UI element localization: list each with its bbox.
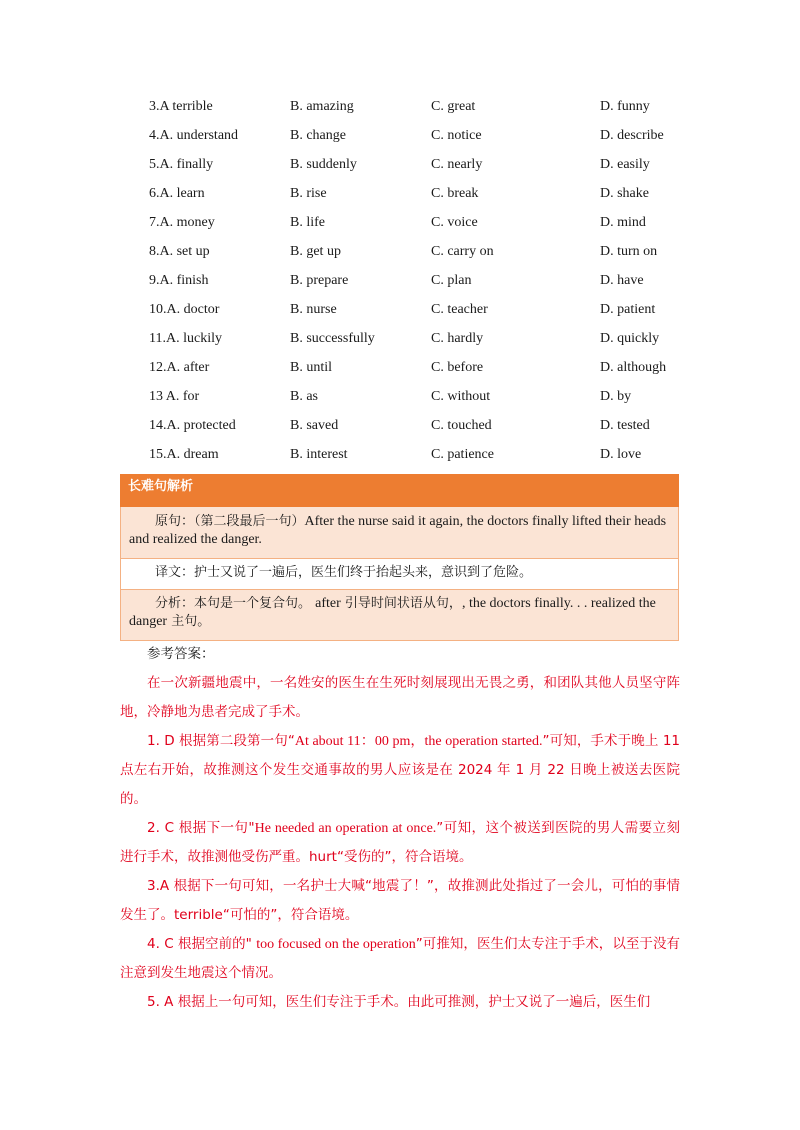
option-cell: B. until bbox=[290, 360, 333, 375]
option-cell: C. voice bbox=[431, 215, 478, 230]
option-row bbox=[149, 125, 689, 154]
answer-item: 5. A 根据上一句可知，医生们专注于手术。由此可推测，护士又说了一遍后，医生们 bbox=[147, 994, 651, 1010]
option-cell: B. suddenly bbox=[290, 157, 357, 172]
option-cell: 6.A. learn bbox=[149, 186, 205, 201]
option-cell: B. prepare bbox=[290, 273, 349, 288]
option-cell: B. get up bbox=[290, 244, 341, 259]
option-row bbox=[149, 444, 689, 473]
option-cell: C. hardly bbox=[431, 331, 484, 346]
answer-item: 1. D 根据第二段第一句“At about 11：00 pm，the operation started.”可知，手术于晚上 11 点左右开始，故推测这个发生交通事故的男人应该是在 2024 年 1 月 22 日晚上被送去医院的。 bbox=[120, 733, 680, 807]
sentence-analysis-box bbox=[120, 474, 679, 641]
option-cell: D. shake bbox=[600, 186, 649, 201]
option-cell: C. teacher bbox=[431, 302, 488, 317]
option-cell: C. nearly bbox=[431, 157, 483, 172]
option-cell: D. although bbox=[600, 360, 667, 375]
option-row bbox=[149, 96, 689, 125]
option-row bbox=[149, 183, 689, 212]
option-cell: B. rise bbox=[290, 186, 327, 201]
option-cell: C. without bbox=[431, 389, 491, 404]
answer-item: 4. C 根据空前的" too focused on the operation”可推知，医生们太专注于手术，以至于没有注意到发生地震这个情况。 bbox=[120, 936, 680, 981]
option-cell: C. before bbox=[431, 360, 484, 375]
options-list bbox=[149, 96, 689, 473]
option-row bbox=[149, 328, 689, 357]
option-row bbox=[149, 299, 689, 328]
option-row bbox=[149, 415, 689, 444]
option-cell: 5.A. finally bbox=[149, 157, 214, 172]
option-cell: D. describe bbox=[600, 128, 664, 143]
option-cell: 4.A. understand bbox=[149, 128, 239, 143]
option-cell: 11.A. luckily bbox=[149, 331, 222, 346]
option-cell: C. break bbox=[431, 186, 479, 201]
option-cell: C. carry on bbox=[431, 244, 494, 259]
option-cell: D. quickly bbox=[600, 331, 660, 346]
option-cell: 15.A. dream bbox=[149, 447, 219, 462]
option-cell: D. by bbox=[600, 389, 632, 404]
option-cell: 8.A. set up bbox=[149, 244, 210, 259]
option-row bbox=[149, 386, 689, 415]
option-cell: D. have bbox=[600, 273, 644, 288]
option-cell: B. saved bbox=[290, 418, 339, 433]
analysis-header: 长难句解析 bbox=[120, 474, 679, 507]
option-row bbox=[149, 212, 689, 241]
option-cell: B. nurse bbox=[290, 302, 337, 317]
analysis-row: 分析：本句是一个复合句。 after 引导时间状语从句，, the doctors finally. . . realized the danger 主句。 bbox=[120, 590, 679, 641]
option-cell: B. interest bbox=[290, 447, 348, 462]
option-cell: B. successfully bbox=[290, 331, 375, 346]
answer-item: 2. C 根据下一句"He needed an operation at once.”可知，这个被送到医院的男人需要立刻进行手术，故推测他受伤严重。hurt“受伤的”，符合语境。 bbox=[120, 820, 680, 865]
option-cell: D. patient bbox=[600, 302, 656, 317]
option-row bbox=[149, 270, 689, 299]
original-sentence: 原句：（第二段最后一句）After the nurse said it again, the doctors finally lifted their heads and realized the danger. bbox=[120, 507, 679, 559]
option-cell: D. tested bbox=[600, 418, 650, 433]
option-cell: D. turn on bbox=[600, 244, 658, 259]
option-cell: 10.A. doctor bbox=[149, 302, 220, 317]
option-cell: 9.A. finish bbox=[149, 273, 209, 288]
option-cell: 7.A. money bbox=[149, 215, 215, 230]
option-cell: C. patience bbox=[431, 447, 494, 462]
answer-section bbox=[120, 640, 680, 1017]
option-cell: B. life bbox=[290, 215, 325, 230]
option-cell: 13 A. for bbox=[149, 389, 200, 404]
answers-title: 参考答案： bbox=[147, 646, 215, 662]
option-cell: C. plan bbox=[431, 273, 472, 288]
option-row bbox=[149, 154, 689, 183]
option-cell: C. touched bbox=[431, 418, 492, 433]
answers-intro: 在一次新疆地震中，一名姓安的医生在生死时刻展现出无畏之勇，和团队其他人员坚守阵地，冷静地为患者完成了手术。 bbox=[120, 675, 680, 720]
option-cell: C. notice bbox=[431, 128, 482, 143]
option-row bbox=[149, 241, 689, 270]
option-cell: 14.A. protected bbox=[149, 418, 236, 433]
option-cell: 12.A. after bbox=[149, 360, 210, 375]
translation-row: 译文：护士又说了一遍后，医生们终于抬起头来，意识到了危险。 bbox=[120, 559, 679, 590]
option-cell: D. love bbox=[600, 447, 642, 462]
option-cell: D. easily bbox=[600, 157, 650, 172]
option-cell: B. change bbox=[290, 128, 346, 143]
option-cell: 3.A terrible bbox=[149, 99, 213, 114]
option-cell: D. mind bbox=[600, 215, 646, 230]
option-cell: B. as bbox=[290, 389, 318, 404]
answer-item: 3.A 根据下一句可知，一名护士大喊“地震了！”，故推测此处指过了一会儿，可怕的事情发生了。terrible“可怕的”，符合语境。 bbox=[120, 878, 680, 923]
option-row bbox=[149, 357, 689, 386]
option-cell: D. funny bbox=[600, 99, 650, 114]
option-cell: C. great bbox=[431, 99, 476, 114]
option-cell: B. amazing bbox=[290, 99, 354, 114]
